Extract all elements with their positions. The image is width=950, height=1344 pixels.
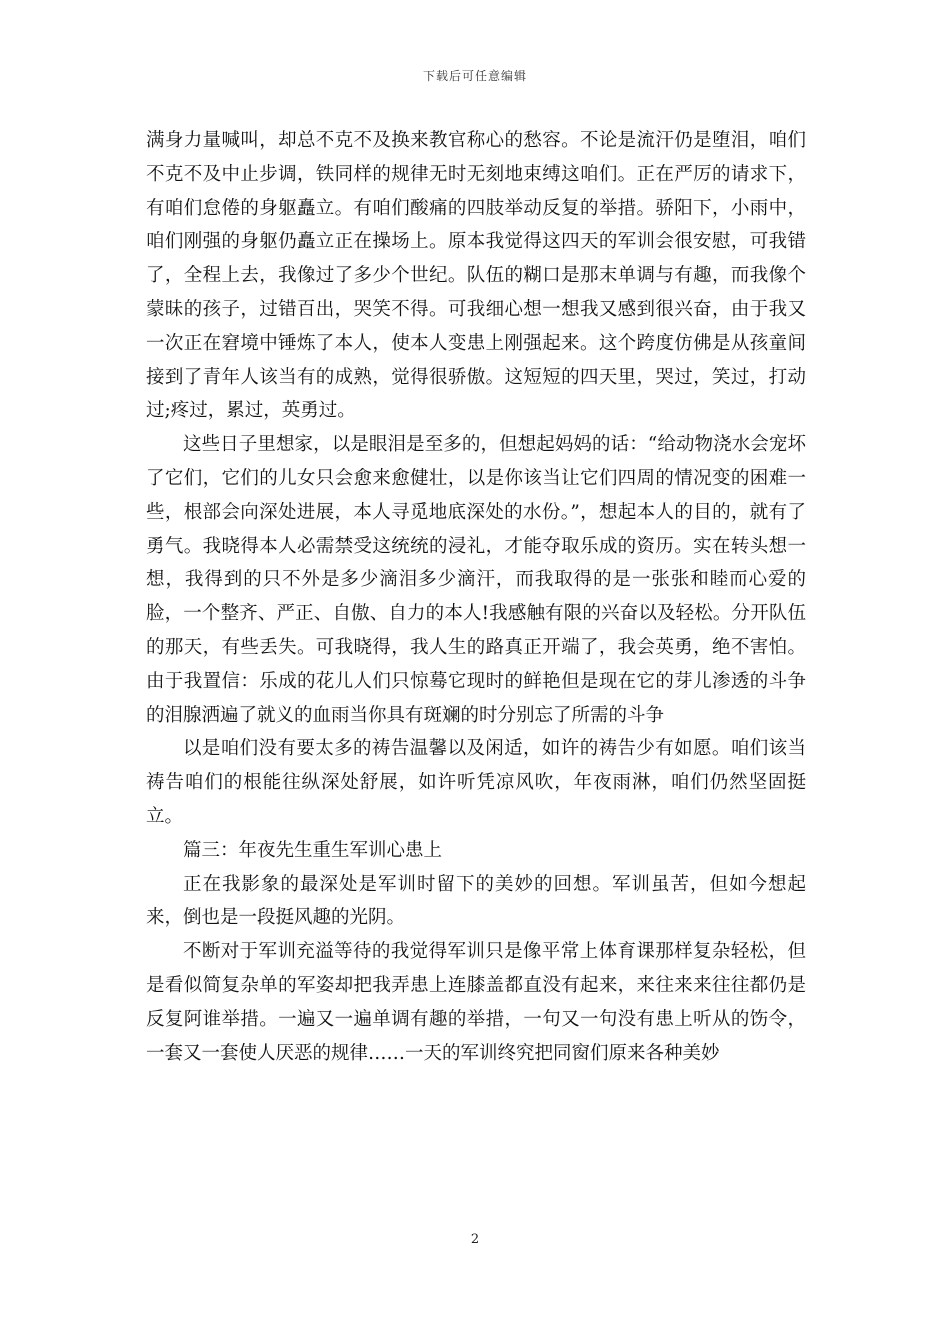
paragraph-1: 满身力量喊叫，却总不克不及换来教官称心的愁容。不论是流汗仍是堕泪，咱们不克不及中止步调，铁同样的规律无时无刻地束缚这咱们。正在严厉的请求下，有咱们怠倦的身躯矗立。有咱们酸痛的四肢举动反复的举措。骄阳下，小雨中，咱们刚强的身躯仍矗立正在操场上。原本我觉得这四天的军训会很安慰，可我错了，全程上去，我像过了多少个世纪。队伍的糊口是那末单调与有趣，而我像个蒙昧的孩子，过错百出，哭笑不得。可我细心想一想我又感到很兴奋，由于我又一次正在窘境中锤炼了本人，使本人变患上刚强起来。这个跨度仿佛是从孩童间接到了青年人该当有的成熟，觉得很骄傲。这短短的四天里，哭过，笑过，打动过;疼过，累过，英勇过。 [146, 130, 806, 422]
page-number: 2 [470, 1232, 480, 1247]
paragraph-5: 不断对于军训充溢等待的我觉得军训只是像平常上体育课那样复杂轻松，但是看似简复杂单的军姿却把我弄患上连膝盖都直没有起来，来往来来往往都仍是反复阿谁举措。一遍又一遍单调有趣的举措，一句又一句没有患上听从的饬令，一套又一套使人厌恶的规律……一天的军训终究把同窗们原来各种美妙 [146, 941, 806, 1064]
paragraph-4: 正在我影象的最深处是军训时留下的美妙的回想。军训虽苦，但如今想起来，倒也是一段挺风趣的光阴。 [146, 873, 806, 929]
page-header: 下载后可任意编辑 [422, 69, 527, 83]
paragraph-2: 这些日子里想家，以是眼泪是至多的，但想起妈妈的话：“给动物浇水会宠坏了它们，它们的儿女只会愈来愈健壮，以是你该当让它们四周的情况变的困难一些，根部会向深处进展，本人寻觅地底深处的水份。”，想起本人的目的，就有了勇气。我晓得本人必需禁受这统统的浸礼，才能夺取乐成的资历。实在转头想一想，我得到的只不外是多少滴泪多少滴汗，而我取得的是一张张和睦而心爱的脸，一个整齐、严正、自傲、自力的本人!我感触有限的兴奋以及轻松。分开队伍的那天，有些丢失。可我晓得，我人生的路真正开端了，我会英勇，绝不害怕。由于我置信：乐成的花儿人们只惊蓦它现时的鲜艳但是现在它的芽儿渗透的斗争的泪腺洒遍了就义的血雨当你具有斑斓的时分别忘了所需的斗争 [146, 434, 806, 726]
document-body [146, 124, 806, 1070]
section-heading: 篇三：年夜先生重生军训心患上 [183, 839, 443, 861]
paragraph-3: 以是咱们没有要太多的祷告温馨以及闲适，如许的祷告少有如愿。咱们该当祷告咱们的根能往纵深处舒展，如许听凭凉风吹，年夜雨淋，咱们仍然坚固挺立。 [146, 738, 806, 827]
